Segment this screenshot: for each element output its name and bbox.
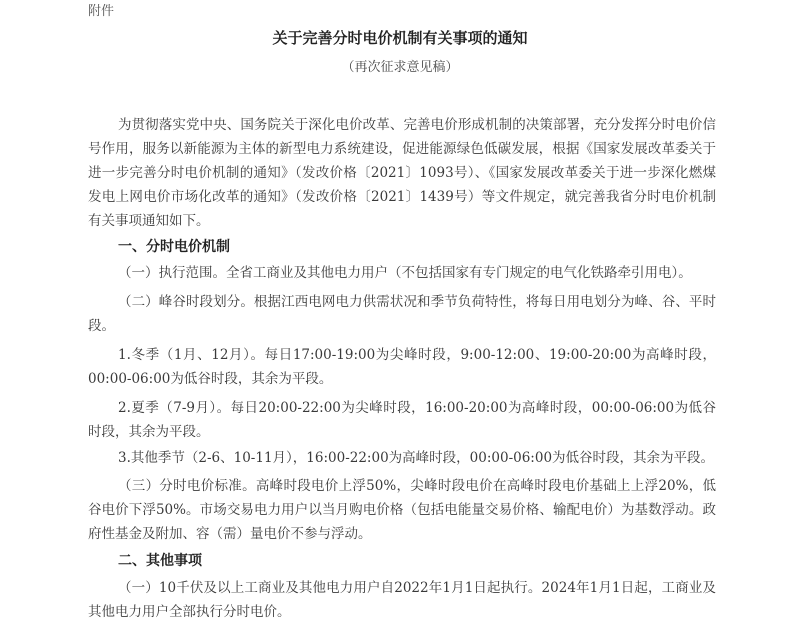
paragraph-price-standard: （三）分时电价标准。高峰时段电价上浮50%，尖峰时段电价在高峰时段电价基础上上浮20%，低谷电价下浮50%。市场交易电力用户以当月购电价格（包括电能量交易价格、输配电价）为基数浮动。政府性基金及附加、容（需）量电价不参与浮动。	[88, 478, 716, 542]
paragraph-summer: 2.夏季（7-9月）。每日20:00-22:00为尖峰时段，16:00-20:00为高峰时段，00:00-06:00为低谷时段，其余为平段。	[88, 400, 716, 440]
document-title: 关于完善分时电价机制有关事项的通知	[272, 29, 528, 47]
section-heading-1: 一、分时电价机制	[118, 239, 230, 255]
intro-paragraph: 为贯彻落实党中央、国务院关于深化电价改革、完善电价形成机制的决策部署，充分发挥分时电价信号作用，服务以新能源为主体的新型电力系统建设，促进能源绿色低碳发展，根据《国家发展改革委关于进一步完善分时电价机制的通知》（发改价格〔2021〕1093号）、《国家发展改革委关于进一步深化燃煤发电上网电价市场化改革的通知》（发改价格〔2021〕1439号）等文件规定，就完善我省分时电价机制有关事项通知如下。	[88, 117, 716, 229]
document-subtitle: （再次征求意见稿）	[341, 60, 459, 75]
paragraph-winter: 1.冬季（1月、12月）。每日17:00-19:00为尖峰时段，9:00-12:00、19:00-20:00为高峰时段，00:00-06:00为低谷时段，其余为平段。	[88, 347, 716, 387]
paragraph-scope: （一）执行范围。全省工商业及其他电力用户（不包括国家有专门规定的电气化铁路牵引用电）。	[118, 265, 692, 281]
paragraph-periods: （二）峰谷时段划分。根据江西电网电力供需状况和季节负荷特性，将每日用电划分为峰、谷、平时段。	[88, 294, 716, 334]
section-heading-2: 二、其他事项	[118, 553, 202, 569]
attachment-label: 附件	[88, 4, 115, 19]
paragraph-implementation: （一）10千伏及以上工商业及其他电力用户自2022年1月1日起执行。2024年1月1日起，工商业及其他电力用户全部执行分时电价。	[88, 580, 716, 620]
paragraph-other-seasons: 3.其他季节（2-6、10-11月），16:00-22:00为高峰时段，00:00-06:00为低谷时段，其余为平段。	[118, 450, 715, 466]
